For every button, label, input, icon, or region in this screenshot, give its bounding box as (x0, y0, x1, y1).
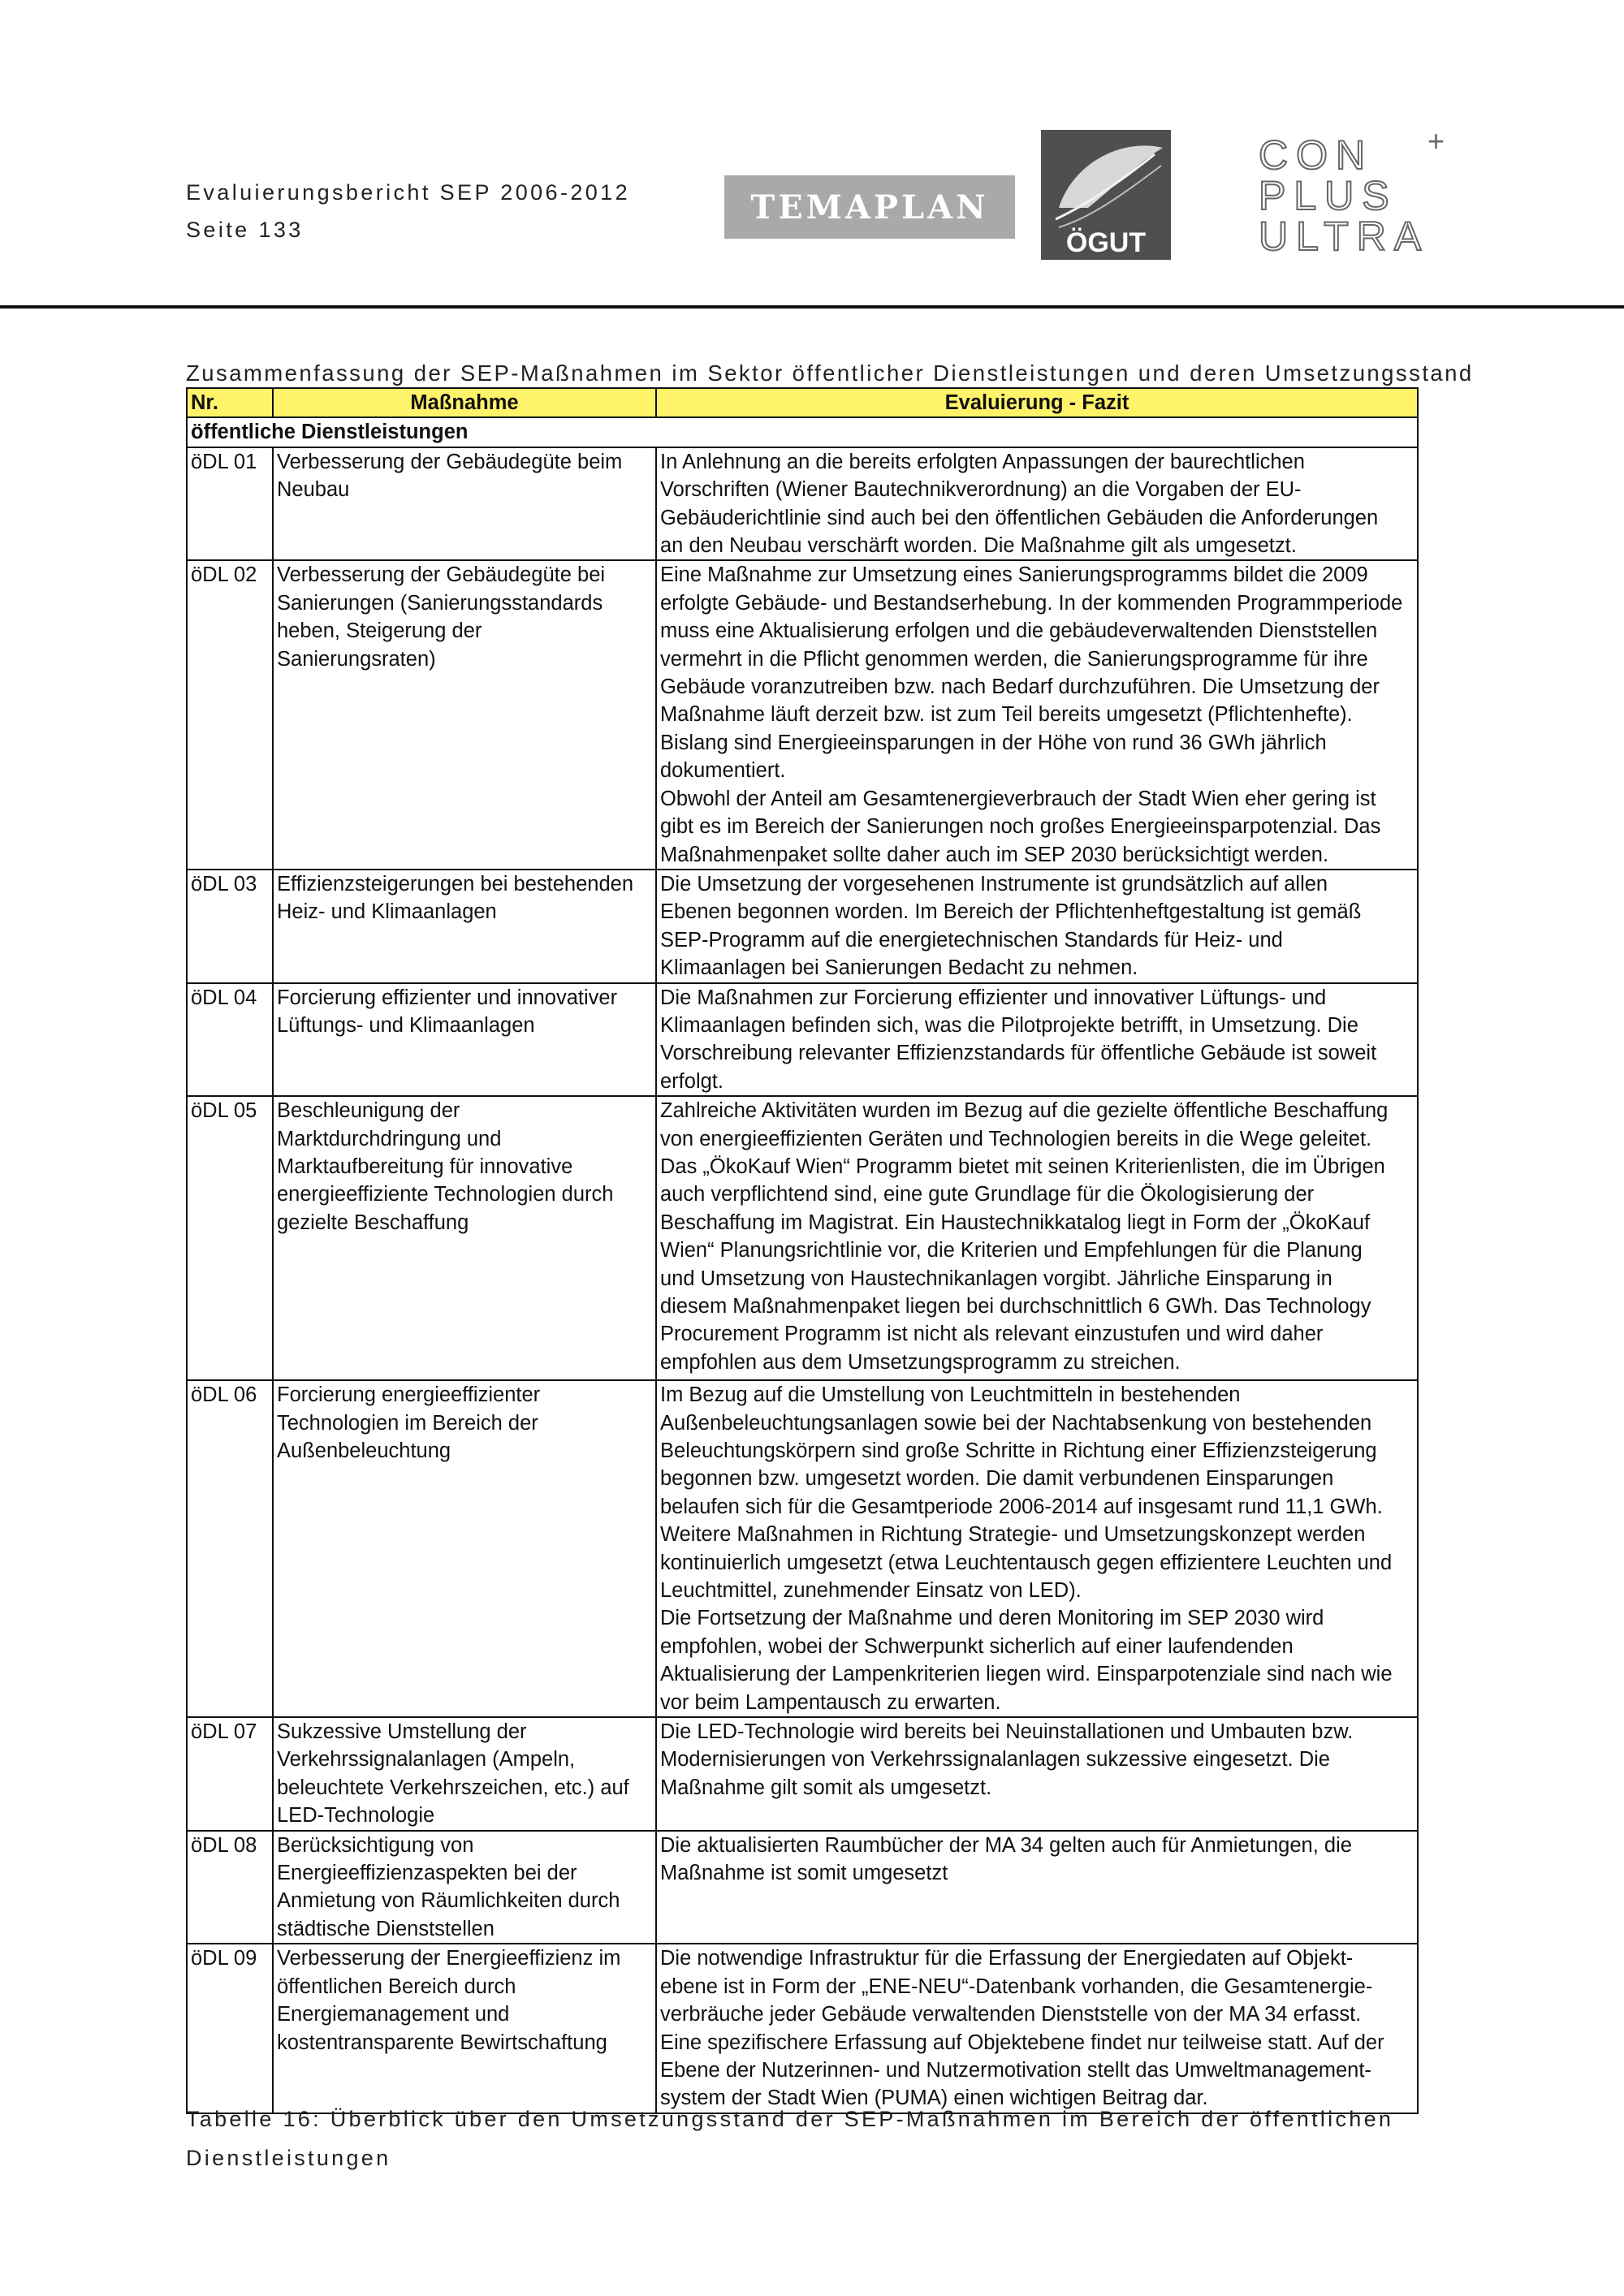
logo-word-ultra: ULTRA (1259, 214, 1430, 253)
logo-plus-sign: + (1427, 128, 1445, 158)
row-nr: öDL 04 (187, 983, 273, 1097)
row-nr: öDL 05 (187, 1096, 273, 1380)
document-title: Evaluierungsbericht SEP 2006-2012 (186, 180, 630, 205)
table-row (187, 983, 1418, 1097)
row-evaluation: Die LED-Technologie wird bereits bei Neuinstallationen und Umbauten bzw. Modernisierungen von Verkehrssignalanlagen sukzessive eingesetzt. Die Maßnahme gilt somit als umgesetzt. (656, 1717, 1418, 1831)
row-evaluation: Im Bezug auf die Umstellung von Leuchtmitteln in bestehenden Außenbeleuchtungsanlagen sowie bei der Nachtabsenkung von bestehenden Beleuchtungskörpern sind große Schritte in Richtung einer Effizienzsteigerung begonnen bzw. umgesetzt worden. Die damit verbundenen Einsparungen belaufen sich für die Gesamtperiode 2006-2014 auf insgesamt rund 11,1 GWh. Weitere Maßnahmen in Richtung Strategie- und Umsetzungskonzept werden kontinuierlich umgesetzt (etwa Leuchtentausch gegen effizientere Leuchten und Leuchtmittel, zunehmender Einsatz von LED). Die Fortsetzung der Maßnahme und deren Monitoring im SEP 2030 wird empfohlen, wobei der Schwerpunkt sicherlich auf einer laufendenden Aktualisierung der Lampenkriterien liegen wird. Einsparpotenziale sind nach wie vor beim Lampentausch zu erwarten. (656, 1380, 1418, 1717)
section-label: öffentliche Dienstleistungen (187, 417, 1418, 447)
row-nr: öDL 08 (187, 1831, 273, 1944)
row-measure: Sukzessive Umstellung der Verkehrssignalanlagen (Ampeln, beleuchtete Verkehrszeichen, etc.) auf LED-Technologie (273, 1717, 656, 1831)
column-header-nr: Nr. (187, 388, 273, 417)
table-caption-line-2: Dienstleistungen (186, 2146, 391, 2170)
row-evaluation: Die notwendige Infrastruktur für die Erfassung der Energiedaten auf Objekt- ebene ist in Form der „ENE-NEU“-Datenbank vorhanden, die Gesamtenergie- verbräuche jeder Gebäude verwaltenden Dienststelle von der MA 34 erfasst. Eine spezifischere Erfassung auf Objektebene findet nur teilweise statt. Auf der Ebene der Nutzerinnen- und Nutzermotivation stellt das Umweltmanagement- system der Stadt Wien (PUMA) einen wichtigen Beitrag dar. (656, 1944, 1418, 2113)
table-row (187, 1944, 1418, 2113)
logo-word-plus: PLUS (1259, 173, 1397, 218)
table-title: Zusammenfassung der SEP-Maßnahmen im Sektor öffentlicher Dienstleistungen und deren Umsetzungsstand (186, 360, 1474, 386)
column-header-evaluation: Evaluierung - Fazit (656, 388, 1418, 417)
temaplan-logo: TEMAPLAN (724, 175, 1015, 239)
row-nr: öDL 09 (187, 1944, 273, 2113)
measures-table (186, 387, 1419, 2114)
table-caption-line-1: Tabelle 16: Überblick über den Umsetzungsstand der SEP-Maßnahmen im Bereich der öffentlichen (186, 2107, 1394, 2131)
table-row (187, 1831, 1418, 1944)
column-header-measure: Maßnahme (273, 388, 656, 417)
table-header-row (187, 388, 1418, 417)
row-measure: Effizienzsteigerungen bei bestehenden Heiz- und Klimaanlagen (273, 870, 656, 983)
logo-word-con: CON (1259, 132, 1374, 178)
table-row (187, 1380, 1418, 1717)
row-measure: Verbesserung der Gebäudegüte bei Sanierungen (Sanierungsstandards heben, Steigerung der Sanierungsraten) (273, 560, 656, 869)
row-nr: öDL 03 (187, 870, 273, 983)
ogut-logo (1041, 130, 1171, 260)
header-divider (0, 305, 1624, 309)
row-evaluation: Die Maßnahmen zur Forcierung effizienter und innovativer Lüftungs- und Klimaanlagen befinden sich, was die Pilotprojekte betrifft, in Umsetzung. Die Vorschreibung relevanter Effizienzstandards für öffentliche Gebäude ist soweit erfolgt. (656, 983, 1418, 1097)
ogut-logo-label: ÖGUT (1065, 227, 1147, 258)
row-evaluation: Die aktualisierten Raumbücher der MA 34 gelten auch für Anmietungen, die Maßnahme ist somit umgesetzt (656, 1831, 1418, 1944)
page-number: Seite 133 (186, 218, 304, 242)
section-row (187, 417, 1418, 447)
row-nr: öDL 02 (187, 560, 273, 869)
table-row (187, 447, 1418, 561)
row-measure: Verbesserung der Energieeffizienz im öffentlichen Bereich durch Energiemanagement und kostentransparente Bewirtschaftung (273, 1944, 656, 2113)
row-measure: Beschleunigung der Marktdurchdringung und Marktaufbereitung für innovative energieeffiziente Technologien durch gezielte Beschaffung (273, 1096, 656, 1380)
row-nr: öDL 06 (187, 1380, 273, 1717)
row-measure: Forcierung energieeffizienter Technologien im Bereich der Außenbeleuchtung (273, 1380, 656, 1717)
row-evaluation: Zahlreiche Aktivitäten wurden im Bezug auf die gezielte öffentliche Beschaffung von energieeffizienten Geräten und Technologien bereits in die Wege geleitet. Das „ÖkoKauf Wien“ Programm bietet mit seinen Kriterienlisten, die im Übrigen auch verpflichtend sind, eine gute Grundlage für die Ökologisierung der Beschaffung im Magistrat. Ein Haustechnikkatalog liegt in Form der „ÖkoKauf Wien“ Planungsrichtlinie vor, die Kriterien und Empfehlungen für die Planung und Umsetzung von Haustechnikanlagen vorgibt. Jährliche Einsparung in diesem Maßnahmenpaket liegen bei durchschnittlich 6 GWh. Das Technology Procurement Programm ist nicht als relevant einzustufen und wird daher empfohlen aus dem Umsetzungsprogramm zu streichen. (656, 1096, 1418, 1380)
table-row (187, 1717, 1418, 1831)
row-evaluation: Eine Maßnahme zur Umsetzung eines Sanierungsprogramms bildet die 2009 erfolgte Gebäude- und Bestandserhebung. In der kommenden Programmperiode muss eine Aktualisierung erfolgen und die gebäudeverwaltenden Dienststellen vermehrt in die Pflicht genommen werden, die Sanierungsprogramme für ihre Gebäude voranzutreiben bzw. nach Bedarf durchzuführen. Die Umsetzung der Maßnahme läuft derzeit bzw. ist zum Teil bereits umgesetzt (Pflichtenhefte). Bislang sind Energieeinsparungen in der Höhe von rund 36 GWh jährlich dokumentiert. Obwohl der Anteil am Gesamtenergieverbrauch der Stadt Wien eher gering ist gibt es im Bereich der Sanierungen noch großes Energieeinsparpotenzial. Das Maßnahmenpaket sollte daher auch im SEP 2030 berücksichtigt werden. (656, 560, 1418, 869)
table-row (187, 1096, 1418, 1380)
table-row (187, 560, 1418, 869)
table-row (187, 870, 1418, 983)
row-evaluation: Die Umsetzung der vorgesehenen Instrumente ist grundsätzlich auf allen Ebenen begonnen worden. Im Bereich der Pflichtenheftgestaltung ist gemäß SEP-Programm auf die energietechnischen Standards für Heiz- und Klimaanlagen bei Sanierungen Bedacht zu nehmen. (656, 870, 1418, 983)
conplusultra-logo (1257, 128, 1455, 253)
row-measure: Berücksichtigung von Energieeffizienzaspekten bei der Anmietung von Räumlichkeiten durch städtische Dienststellen (273, 1831, 656, 1944)
row-nr: öDL 07 (187, 1717, 273, 1831)
row-evaluation: In Anlehnung an die bereits erfolgten Anpassungen der baurechtlichen Vorschriften (Wiener Bautechnikverordnung) an die Vorgaben der EU- Gebäuderichtlinie sind auch bei den öffentlichen Gebäuden die Anforderungen an den Neubau verschärft worden. Die Maßnahme gilt als umgesetzt. (656, 447, 1418, 561)
row-measure: Verbesserung der Gebäudegüte beim Neubau (273, 447, 656, 561)
row-nr: öDL 01 (187, 447, 273, 561)
row-measure: Forcierung effizienter und innovativer Lüftungs- und Klimaanlagen (273, 983, 656, 1097)
